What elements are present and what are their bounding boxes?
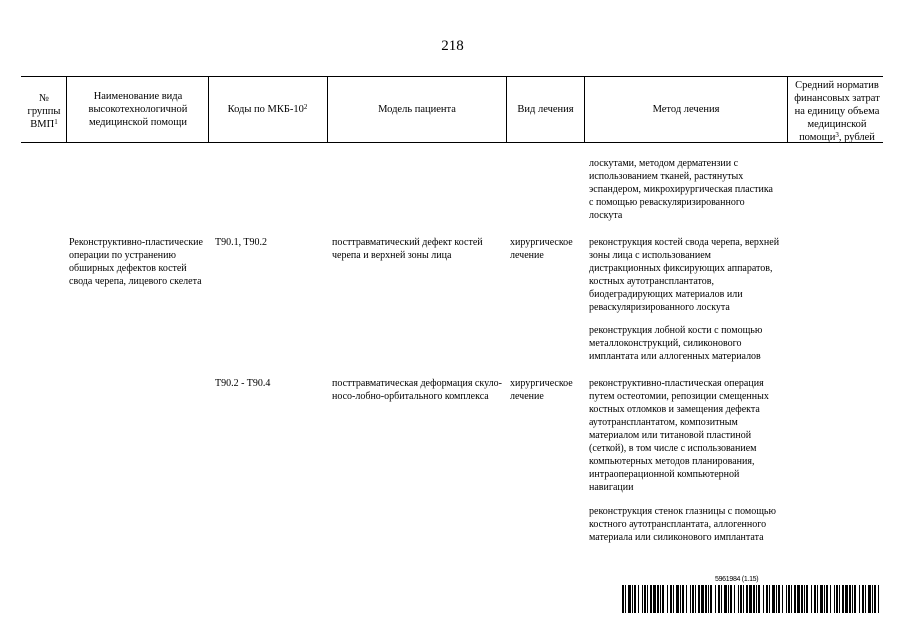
method-continuation: лоскутами, методом дерматензии с использованием тканей, растянутых эспандером, микрохирургическая пластика с помощью реваскуляризированного лоскута xyxy=(589,158,773,221)
header-treatment-type: Вид лечения xyxy=(517,104,574,115)
row1-model: посттравматический дефект костей черепа и верхней зоны лица xyxy=(332,237,483,261)
header-group-footnote: 1 xyxy=(54,118,58,126)
header-codes-text: Коды по МКБ-10 xyxy=(227,104,304,115)
header-top-rule xyxy=(21,76,883,77)
column-divider xyxy=(327,76,328,142)
column-divider xyxy=(66,76,67,142)
row1-method-2: реконструкция лобной кости с помощью металлоконструкций, силиконового имплантата или аллогенных материалов xyxy=(589,325,763,362)
header-model: Модель пациента xyxy=(378,104,456,115)
header-cost-text: Средний норматив финансовых затрат на единицу объема медицинской помощи xyxy=(794,80,880,143)
row2-method-1: реконструктивно-пластическая операция путем остеотомии, репозиции смещенных костных отломков и замещения дефекта аутотрансплантатом, композитным материалом или титановой пластиной (сеткой), в том числе с использованием компьютерных методов планирования, интраоперационной компьютерной навигации xyxy=(589,378,769,493)
row1-codes: T90.1, T90.2 xyxy=(215,237,268,248)
header-cost xyxy=(789,79,885,144)
header-bottom-rule xyxy=(21,142,883,143)
row1-name: Реконструктивно-пластические операции по устранению обширных дефектов костей свода черепа, лицевого скелета xyxy=(69,237,203,287)
row2-treatment: хирургическое лечение xyxy=(510,378,573,402)
row1-treatment: хирургическое лечение xyxy=(510,237,573,261)
page-number: 218 xyxy=(441,38,464,54)
row2-method-2: реконструкция стенок глазницы с помощью костного аутотрансплантата, аллогенного материала или силиконового имплантата xyxy=(589,506,776,543)
column-divider xyxy=(506,76,507,142)
row2-model: посттравматическая деформация скуло-носо-лобно-орбитального комплекса xyxy=(332,378,502,402)
column-divider xyxy=(208,76,209,142)
barcode xyxy=(622,585,880,613)
barcode-number: 5961984 (1.15) xyxy=(715,576,759,583)
header-group xyxy=(23,92,65,131)
header-codes xyxy=(210,103,325,116)
column-divider xyxy=(584,76,585,142)
header-codes-footnote: 2 xyxy=(303,103,308,111)
header-cost-footnote: 3 xyxy=(835,131,839,139)
header-group-text: № группы ВМП xyxy=(27,93,61,130)
column-divider xyxy=(787,76,788,142)
row1-method-1: реконструкция костей свода черепа, верхней зоны лица с использованием дистракционных фиксирующих аппаратов, костных аутотрансплантатов, биодеградирующих материалов или реваскуляризированного лоскута xyxy=(589,237,780,313)
header-name: Наименование вида высокотехнологичной медицинской помощи xyxy=(88,91,188,128)
header-method: Метод лечения xyxy=(652,104,720,115)
row2-codes: T90.2 - T90.4 xyxy=(215,378,271,389)
header-cost-suffix: , рублей xyxy=(838,132,875,143)
